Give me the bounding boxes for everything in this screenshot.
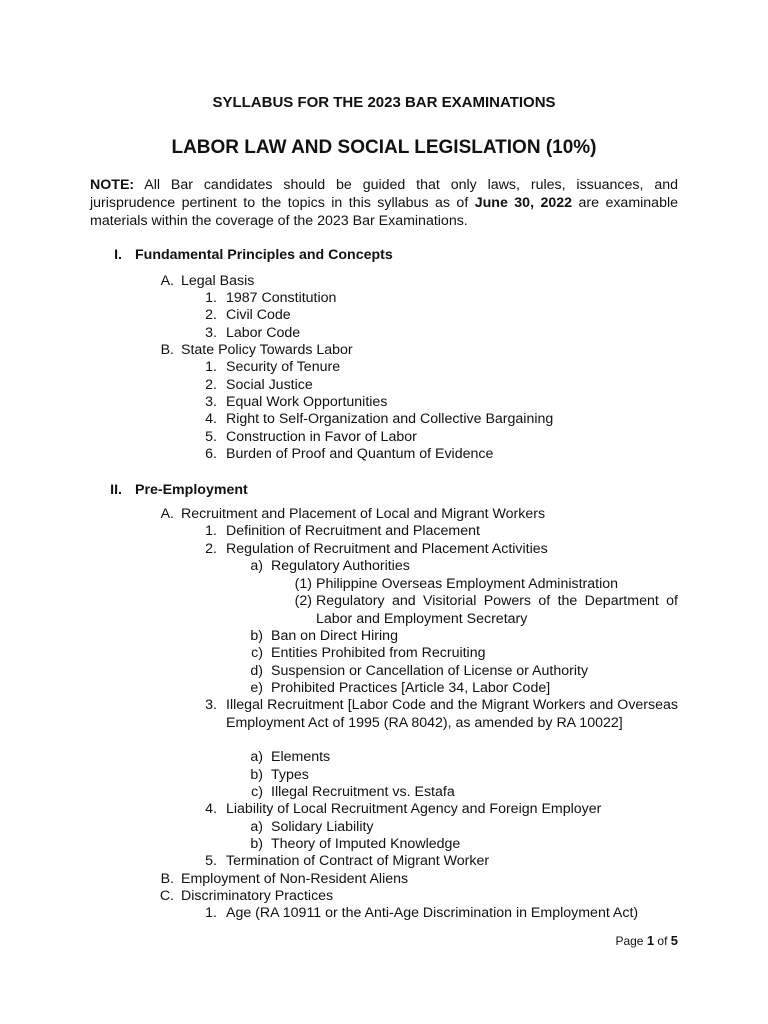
- outline-item-text: Labor Code: [226, 325, 301, 341]
- outline-item-label: 3.: [205, 394, 217, 410]
- outline-item-label: a): [250, 749, 263, 765]
- outline-item-text: Definition of Recruitment and Placement: [226, 523, 480, 539]
- note-paragraph: [90, 176, 678, 230]
- outline-item-text: Illegal Recruitment [Labor Code and the Migrant Workers and Overseas Employment Act of 1995 (RA 8042), as amended by RA 10022]: [226, 697, 678, 731]
- outline-item-label: a): [250, 819, 263, 835]
- outline-item-label: c): [251, 784, 263, 800]
- outline-item-label: 1.: [205, 290, 217, 306]
- footer-page-word: Page: [615, 934, 644, 948]
- outline-item-text: State Policy Towards Labor: [181, 342, 353, 358]
- outline-item-label: (2): [294, 593, 312, 609]
- outline-item-label: II.: [110, 482, 122, 498]
- outline-item-label: 3.: [205, 697, 217, 713]
- outline-item-text: Regulatory Authorities: [271, 558, 410, 574]
- outline-item-label: 1.: [205, 359, 217, 375]
- outline-item-text: Philippine Overseas Employment Administration: [316, 576, 619, 592]
- outline-item-label: I.: [114, 247, 122, 263]
- outline-item-text: Fundamental Principles and Concepts: [135, 247, 393, 263]
- outline-item-label: B.: [160, 871, 174, 887]
- outline-item-text: Termination of Contract of Migrant Worker: [226, 853, 490, 869]
- outline-item-label: 2.: [205, 307, 217, 323]
- outline-item-text: Equal Work Opportunities: [226, 394, 388, 410]
- outline-item-label: 5.: [205, 853, 217, 869]
- outline-item-label: 4.: [205, 801, 217, 817]
- outline-item-text: Civil Code: [226, 307, 291, 323]
- outline-item-label: 2.: [205, 541, 217, 557]
- outline-item-text: Security of Tenure: [226, 359, 341, 375]
- note-text-before: All Bar candidates should be guided that only laws, rules, issuances, and jurisprudence pertinent to the topics in this syllabus as of: [90, 177, 678, 211]
- outline-item-text: Types: [271, 767, 309, 783]
- page-title: LABOR LAW AND SOCIAL LEGISLATION (10%): [171, 137, 597, 158]
- outline-item-label: 2.: [205, 377, 217, 393]
- outline-item-text: Liability of Local Recruitment Agency and Foreign Employer: [226, 801, 602, 817]
- note-date: June 30, 2022: [474, 195, 573, 211]
- outline-item-text: Pre-Employment: [135, 482, 248, 498]
- outline-item-label: 5.: [205, 429, 217, 445]
- outline-item-text: Right to Self-Organization and Collective Bargaining: [226, 411, 554, 427]
- note-label: NOTE:: [90, 177, 135, 193]
- outline-item-text: Illegal Recruitment vs. Estafa: [271, 784, 455, 800]
- outline-item-text: Theory of Imputed Knowledge: [271, 836, 461, 852]
- outline-item-text: Construction in Favor of Labor: [226, 429, 417, 445]
- outline-item-label: a): [250, 558, 263, 574]
- page-footer: [615, 933, 678, 948]
- outline-item-label: 1.: [205, 905, 217, 921]
- outline-item-text: Ban on Direct Hiring: [271, 628, 398, 644]
- outline-item-text: Entities Prohibited from Recruiting: [271, 645, 486, 661]
- outline-item-text: Legal Basis: [181, 273, 255, 289]
- outline-item-text: Regulatory and Visitorial Powers of the Department of Labor and Employment Secretary: [316, 593, 678, 627]
- outline-item-label: e): [250, 680, 263, 696]
- syllabus-title: SYLLABUS FOR THE 2023 BAR EXAMINATIONS: [212, 94, 556, 111]
- outline-item-text: Age (RA 10911 or the Anti-Age Discrimination in Employment Act): [226, 905, 639, 921]
- note-text-after: are examinable materials within the coverage of the 2023 Bar Examinations.: [90, 195, 678, 229]
- outline-item-label: 4.: [205, 411, 217, 427]
- outline-item-text: Prohibited Practices [Article 34, Labor Code]: [271, 680, 551, 696]
- footer-total-pages: 5: [670, 933, 678, 948]
- outline-item-label: b): [250, 836, 263, 852]
- outline-item-label: A.: [160, 273, 174, 289]
- outline-item-label: b): [250, 628, 263, 644]
- outline-item-label: 6.: [205, 446, 217, 462]
- outline-item-label: 3.: [205, 325, 217, 341]
- outline-item-label: C.: [159, 888, 174, 904]
- outline-item-text: Discriminatory Practices: [181, 888, 334, 904]
- outline-item-label: (1): [294, 576, 312, 592]
- outline-item-label: b): [250, 767, 263, 783]
- footer-current-page: 1: [646, 933, 655, 948]
- outline-item-text: Recruitment and Placement of Local and Migrant Workers: [181, 506, 546, 522]
- outline-item-text: Solidary Liability: [271, 819, 374, 835]
- outline-item-label: c): [251, 645, 263, 661]
- outline-item-label: A.: [160, 506, 174, 522]
- outline-item-label: B.: [160, 342, 174, 358]
- footer-of-word: of: [657, 934, 668, 948]
- outline-item-text: 1987 Constitution: [226, 290, 337, 306]
- outline-item-label: d): [250, 663, 263, 679]
- outline-item-label: 1.: [205, 523, 217, 539]
- outline-item-text: Employment of Non-Resident Aliens: [181, 871, 409, 887]
- outline-item-text: Suspension or Cancellation of License or Authority: [271, 663, 589, 679]
- outline-item-text: Burden of Proof and Quantum of Evidence: [226, 446, 494, 462]
- outline-item-text: Elements: [271, 749, 331, 765]
- outline-item-text: Regulation of Recruitment and Placement Activities: [226, 541, 548, 557]
- outline-item-text: Social Justice: [226, 377, 313, 393]
